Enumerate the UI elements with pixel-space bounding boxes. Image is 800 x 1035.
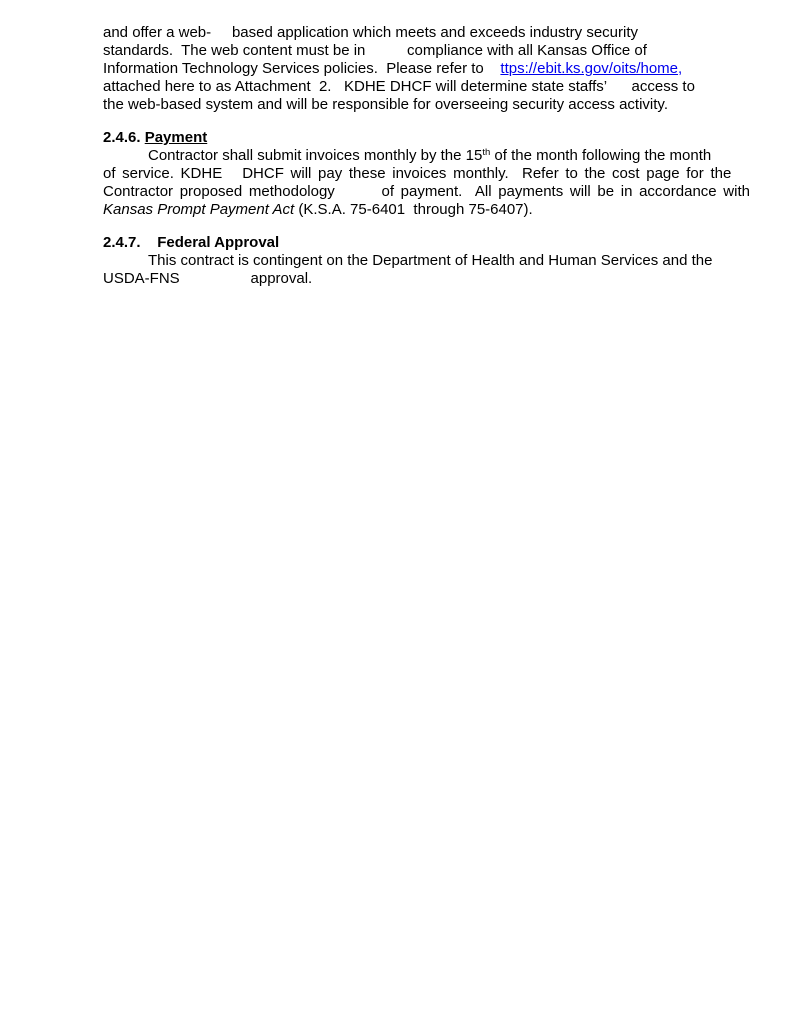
text-line [103,42,745,60]
text-segment: standards. The web content must be in compliance with all Kansas Office of [103,42,647,59]
text-segment: This contract is contingent on the Department of Health and Human Services and the [148,252,713,269]
text-line [103,252,745,270]
text-segment: the web-based system and will be responsible for overseeing security access activity. [103,96,668,113]
text-segment: 2.4.7. [103,234,158,251]
hyperlink[interactable]: ttps://ebit.ks.gov/oits/home [500,60,679,77]
text-line [103,201,745,219]
text-segment: Information Technology Services policies. Please refer to [103,60,501,77]
text-segment: Contractor shall submit invoices monthly by the 15 [148,147,483,164]
text-line [103,60,745,78]
text-line [103,129,745,147]
text-line [103,183,750,201]
text-line [103,147,745,165]
text-segment: USDA-FNS approval. [103,270,313,287]
text-segment: (K.S.A. 75-6401 through 75-6407). [294,201,533,218]
payment-paragraph [103,147,750,219]
text-line [103,24,745,42]
text-line [103,234,745,252]
text-line [103,96,745,114]
text-segment: of the month following the month [490,147,712,164]
section-2-4-6-heading [103,129,745,147]
text-segment: Payment [144,129,208,146]
text-line [103,78,745,96]
federal-approval-paragraph [103,252,745,288]
text-segment: 2.4.6. [103,129,145,146]
intro-paragraph [103,24,745,114]
text-segment: Kansas Prompt Payment Act [103,201,295,218]
text-segment: , [678,60,683,77]
section-2-4-7-heading [103,234,745,252]
text-segment: attached here to as Attachment 2. KDHE DHCF will determine state staffs’ access to [103,78,695,95]
text-line [103,165,745,183]
text-segment: Federal Approval [157,234,280,251]
text-line [103,270,745,288]
text-segment: Contractor proposed methodology of payment. All payments will be in accordance with [103,183,750,200]
text-segment: th [482,147,491,158]
text-segment: and offer a web- based application which meets and exceeds industry security [103,24,639,41]
text-segment: of service. KDHE DHCF will pay these invoices monthly. Refer to the cost page for the [103,165,732,182]
document-content [103,24,750,288]
